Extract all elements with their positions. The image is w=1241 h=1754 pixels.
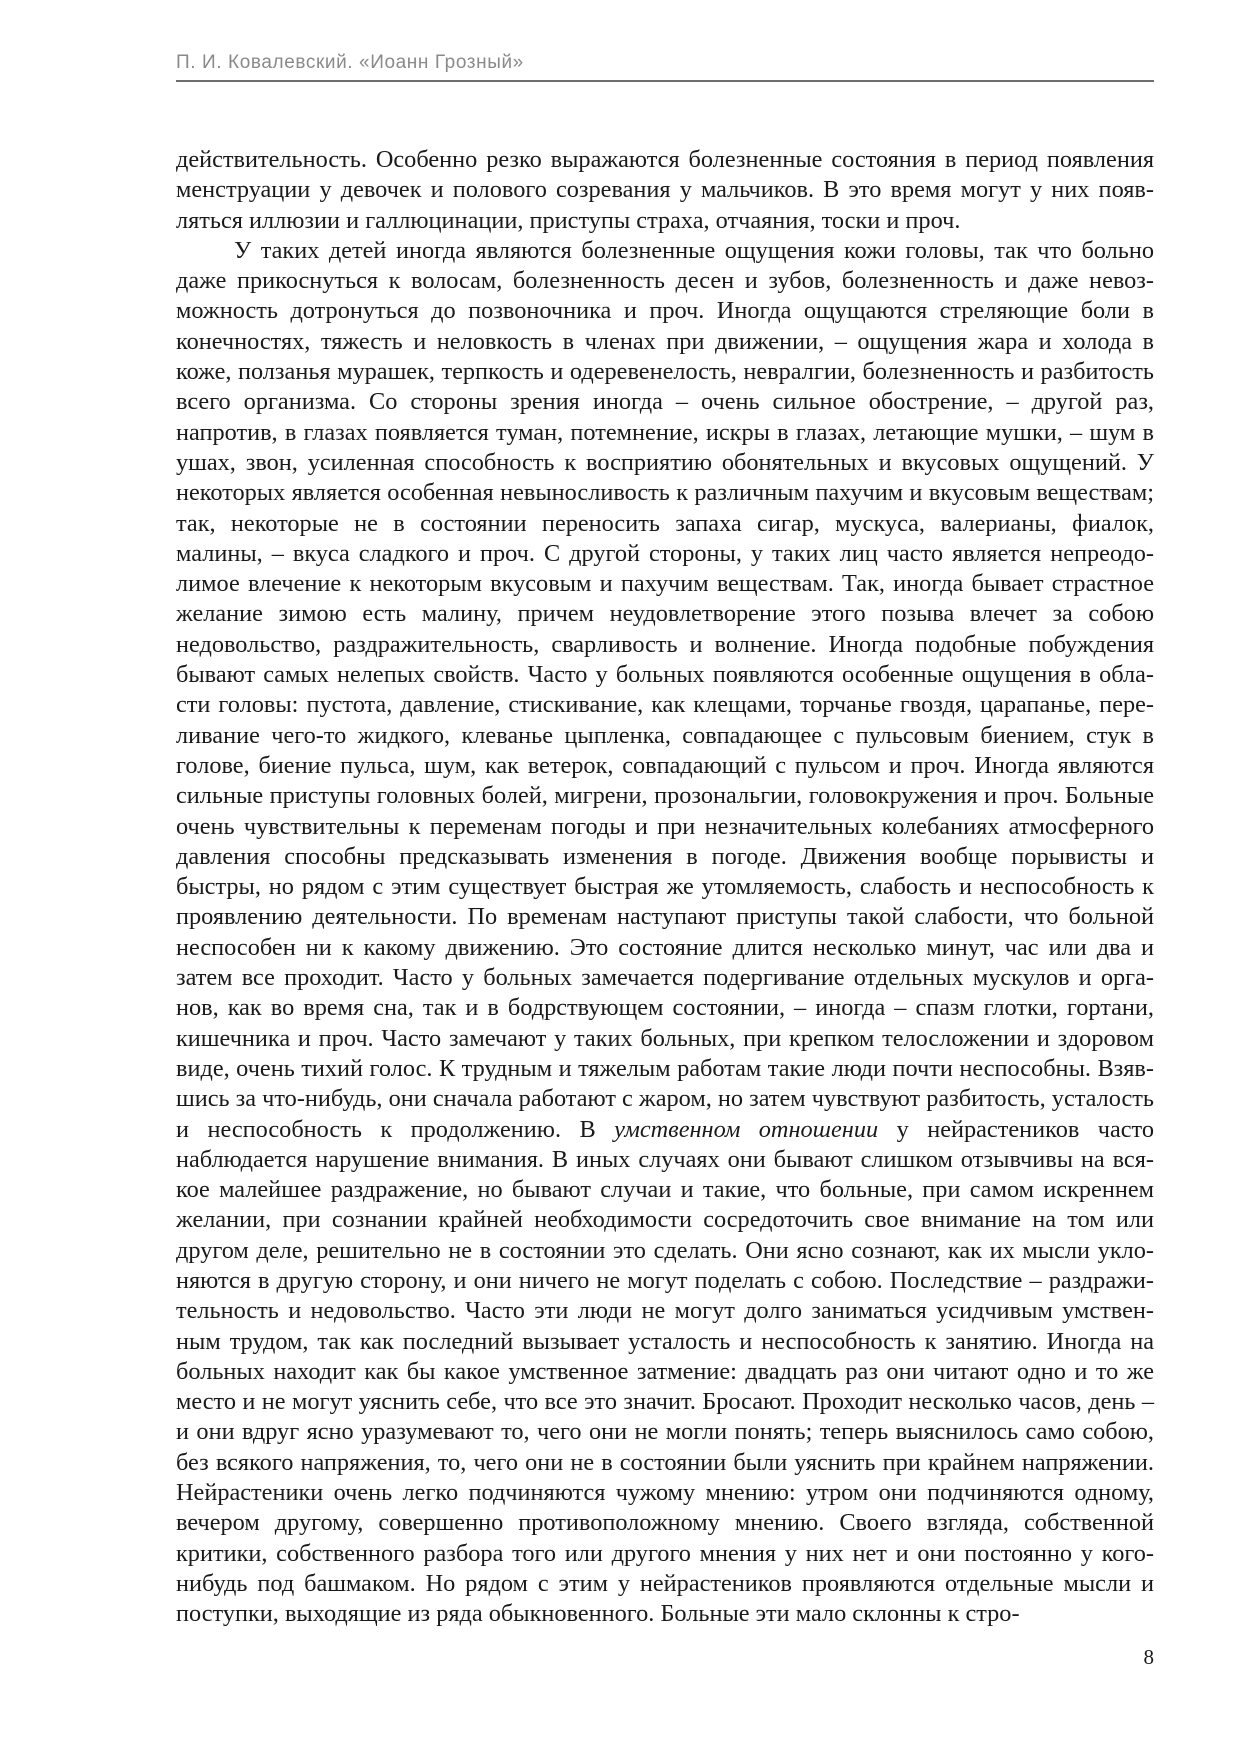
emphasis-phrase: умственном отношении <box>614 1115 879 1143</box>
page-number: 8 <box>1143 1645 1154 1669</box>
paragraph-main <box>176 236 1154 1630</box>
running-header: П. И. Ковалевский. «Иоанн Грозный» <box>176 52 1154 82</box>
paragraph-continuation: действительность. Особенно резко выражаются болезненные состояния в период появления менструации у девочек и полового созревания у мальчиков. В это время могут у них появляться иллюзии и галлюцинации, приступы страха, отчаяния, тоски и проч. <box>176 146 1154 234</box>
paragraph-main-text-start: У таких детей иногда являются болезненные ощущения кожи головы, так что больно даже прикоснуться к волосам, болезненность десен и зубов, болезненность и даже невозможность дотронуться до позвоночника и проч. Иногда ощущаются стреляющие боли в конечностях, тяжесть и неловкость в членах при движении, – ощущения жара и холода в коже, ползанья мурашек, терпкость и одеревенелость, невралгии, болезненность и разбитость всего организма. Со стороны зрения иногда – очень сильное обострение, – другой раз, напротив, в глазах появляется туман, потемнение, искры в глазах, летающие мушки, – шум в ушах, звон, усиленная способность к восприятию обонятельных и вкусовых ощущений. У некоторых является особенная невыносливость к различным пахучим и вкусовым веществам; так, некоторые не в состоянии переносить запаха сигар, мускуса, валерианы, фиалок, малины, – вкуса сладкого и проч. С другой стороны, у таких лиц часто является непреодолимое влечение к некоторым вкусовым и пахучим веществам. Так, иногда бывает страстное желание зимою есть малину, причем неудовлетворение этого позыва влечет за собою недовольство, раздражительность, сварливость и волнение. Иногда подобные побуждения бывают самых нелепых свойств. Часто у больных появляются особенные ощущения в области головы: пустота, давление, стискивание, как клещами, торчанье гвоздя, царапанье, переливание чего-то жидкого, клеванье цыпленка, совпадающее с пульсовым биением, стук в голове, биение пульса, шум, как ветерок, совпадающий с пульсом и проч. Иногда являются сильные приступы головных болей, мигрени, прозональгии, головокружения и проч. Больные очень чувствительны к переменам погоды и при незначительных колебаниях атмосферного давления способны предсказывать изменения в погоде. Движения вообще порывисты и быстры, но рядом с этим существует быстрая же утомляемость, слабость и неспособность к проявлению деятельности. По временам наступают приступы такой слабости, что больной неспособен ни к какому движению. Это состояние длится несколько минут, час или два и затем все проходит. Часто у больных замечается подергивание отдельных мускулов и органов, как во время сна, так и в бодрствующем состоянии, – иногда – спазм глотки, гортани, кишечника и проч. Часто замечают у таких больных, при крепком телосложении и здоровом виде, очень тихий голос. К трудным и тяжелым работам такие люди почти неспособны. Взявшись за что-нибудь, они сначала работают с жаром, но затем чувствуют разбитость, усталость и неспособность к продолжению. В <box>176 236 1154 1143</box>
paragraph-main-text-end: у нейрастеников часто наблюдается нарушение внимания. В иных случаях они бывают слишком отзывчивы на всякое малейшее раздражение, но бывают случаи и такие, что больные, при самом искреннем желании, при сознании крайней необходимости сосредоточить свое внимание на том или другом деле, решительно не в состоянии это сделать. Они ясно сознают, как их мысли уклоняются в другую сторону, и они ничего не могут поделать с собою. Последствие – раздражительность и недовольство. Часто эти люди не могут долго заниматься усидчивым умственным трудом, так как последний вызывает усталость и неспособность к занятию. Иногда на больных находит как бы какое умственное затмение: двадцать раз они читают одно и то же место и не могут уяснить себе, что все это значит. Бросают. Проходит несколько часов, день – и они вдруг ясно уразумевают то, чего они не могли понять; теперь выяснилось само собою, без всякого напряжения, то, чего они не в состоянии были уяснить при крайнем напряжении. Нейрастеники очень легко подчиняются чужому мнению: утром они подчиняются одному, вечером другому, совершенно противоположному мнению. Своего взгляда, собственной критики, собственного разбора того или другого мнения у них нет и они постоянно у кого-нибудь под башмаком. Но рядом с этим у нейрастеников проявляются отдельные мысли и поступки, выходящие из ряда обыкновенного. Больные эти мало склонны к стро- <box>176 1115 1154 1628</box>
page-body <box>176 145 1154 1630</box>
